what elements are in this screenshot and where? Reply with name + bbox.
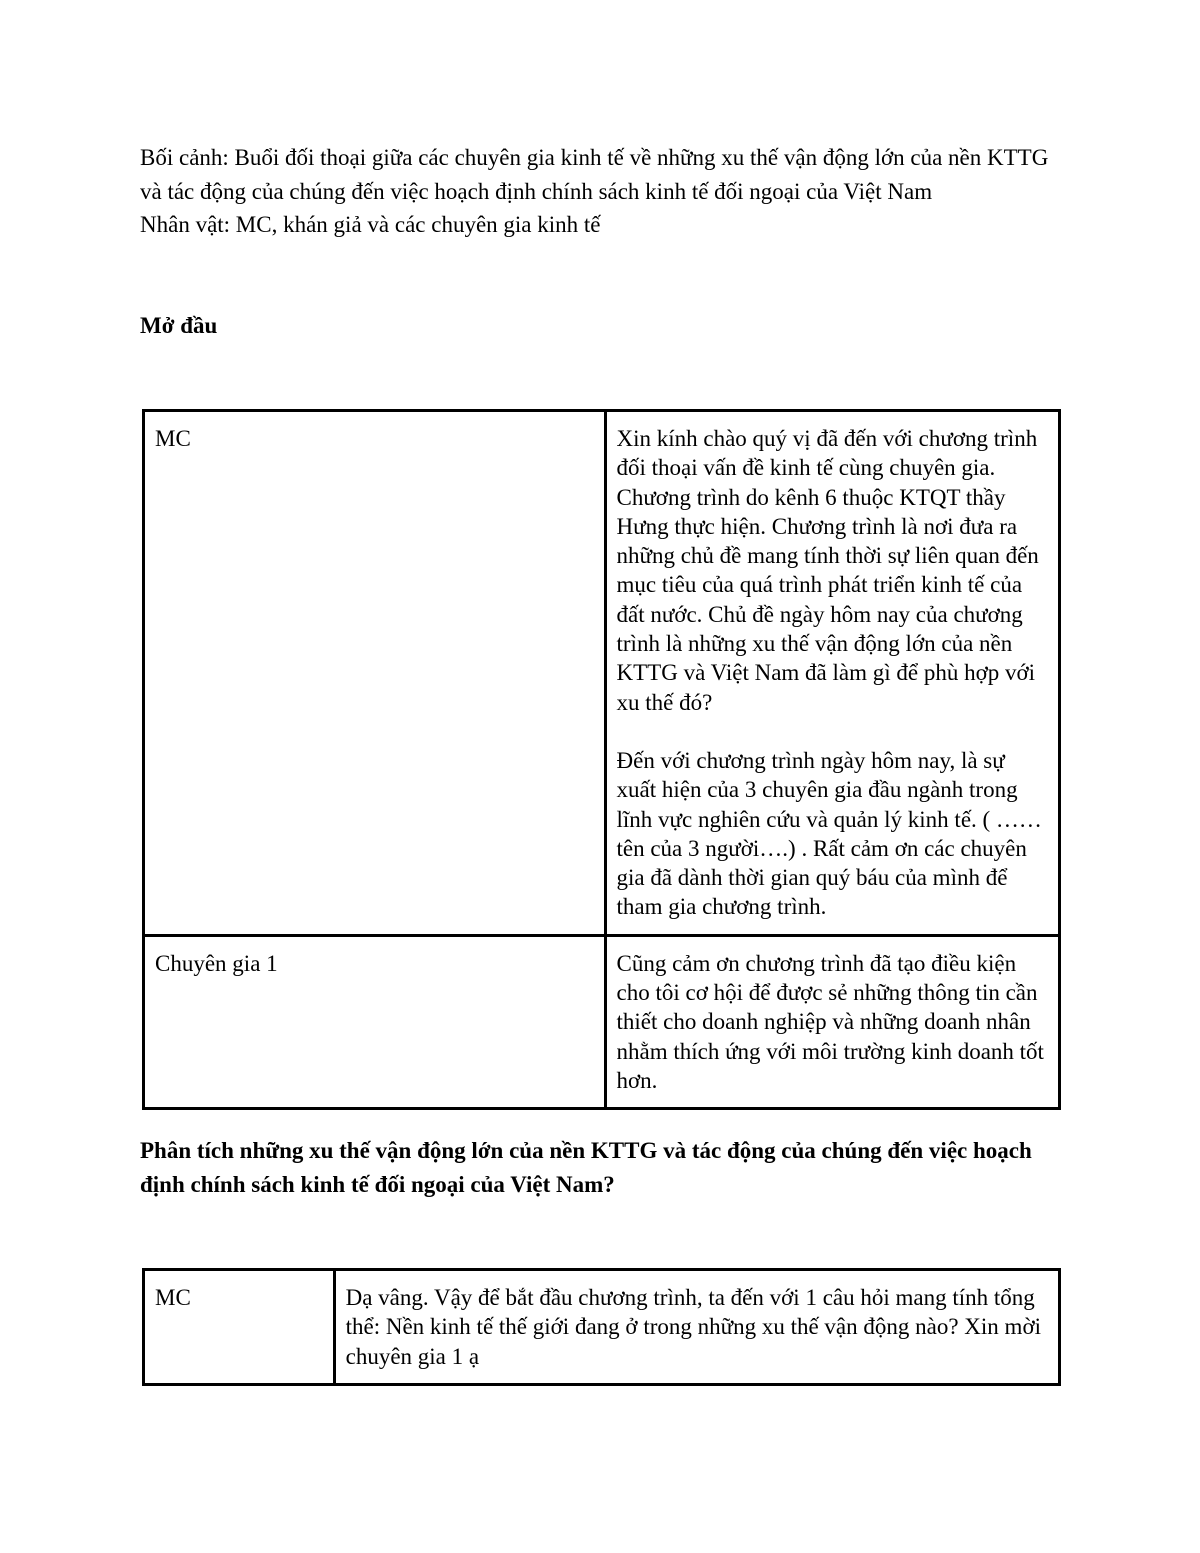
speech-paragraph: Xin kính chào quý vị đã đến với chương trình đối thoại vấn đề kinh tế cùng chuyên gia. Chương trình do kênh 6 thuộc KTQT thầy Hưng thực hiện. Chương trình là nơi đưa ra những chủ đề mang tính thời sự liên quan đến mục tiêu của quá trình phát triển kinh tế của đất nước. Chủ đề ngày hôm nay của chương trình là những xu thế vận động lớn của nền KTTG và Việt Nam đã làm gì để phù hợp với xu thế đó? (616, 426, 1039, 715)
table-row (144, 935, 1060, 1108)
speaker-cell (144, 411, 606, 936)
table-row (144, 411, 1060, 936)
speaker-cell (144, 1270, 335, 1385)
speaker-label: MC (155, 1285, 191, 1310)
speaker-label: MC (155, 426, 191, 451)
section-heading-analysis: Phân tích những xu thế vận động lớn của nền KTTG và tác động của chúng đến việc hoạch định chính sách kinh tế đối ngoại của Việt Nam? (140, 1138, 1032, 1197)
characters-paragraph: Nhân vật: MC, khán giả và các chuyên gia kinh tế (140, 212, 601, 237)
speech-cell (605, 411, 1060, 936)
speech-cell (605, 935, 1060, 1108)
speech-paragraph: Cũng cảm ơn chương trình đã tạo điều kiện cho tôi cơ hội để được sẻ những thông tin cần thiết cho doanh nghiệp và những doanh nhân nhằm thích ứng với môi trường kinh doanh tốt hơn. (616, 950, 1044, 1093)
dialogue-table-open (142, 409, 1061, 1110)
intro-block (140, 141, 1070, 242)
speaker-cell (144, 935, 606, 1108)
dialogue-table-analysis (142, 1268, 1061, 1386)
context-paragraph: Bối cảnh: Buổi đối thoại giữa các chuyên gia kinh tế về những xu thế vận động lớn của nền KTTG và tác động của chúng đến việc hoạch định chính sách kinh tế đối ngoại của Việt Nam (140, 145, 1049, 204)
speech-paragraph: Dạ vâng. Vậy để bắt đầu chương trình, ta đến với 1 câu hỏi mang tính tổng thể: Nền kinh tế thế giới đang ở trong những xu thế vận động nào? Xin mời chuyên gia 1 ạ (345, 1285, 1041, 1369)
speech-paragraph: Đến với chương trình ngày hôm nay, là sự xuất hiện của 3 chuyên gia đầu ngành trong lĩnh vực nghiên cứu và quản lý kinh tế. ( …… tên của 3 người….) . Rất cảm ơn các chuyên gia đã dành thời gian quý báu của mình để tham gia chương trình. (616, 747, 1042, 920)
table-row (144, 1270, 1060, 1385)
speech-cell (334, 1270, 1059, 1385)
speaker-label: Chuyên gia 1 (155, 950, 278, 976)
section-heading-open: Mở đầu (140, 313, 218, 338)
